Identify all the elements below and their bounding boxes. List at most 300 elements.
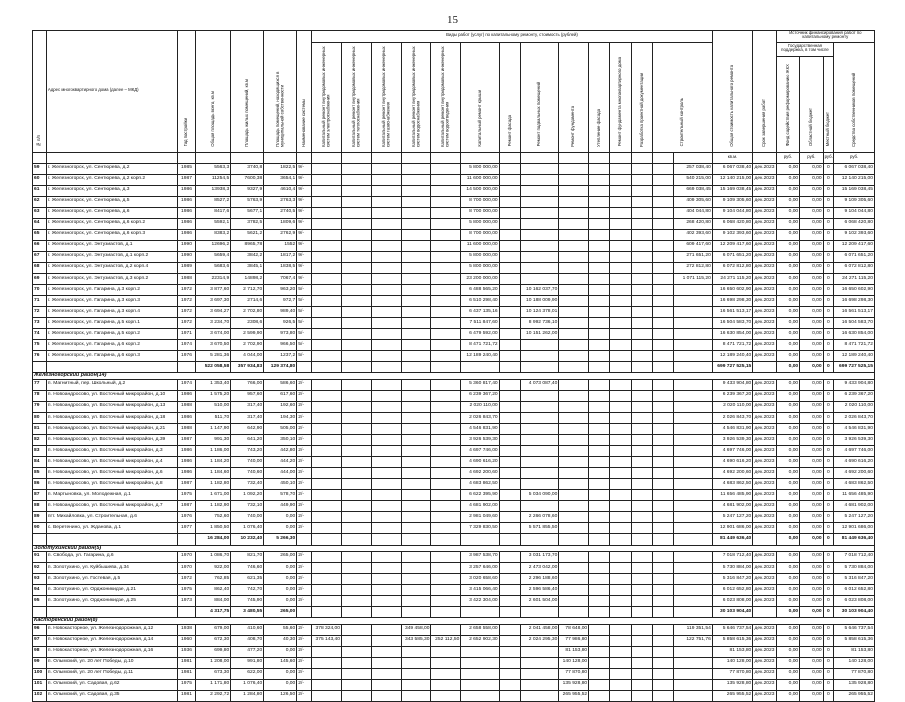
row-total-area: 672,30	[196, 635, 231, 646]
row-work-12	[631, 340, 652, 351]
row-work-8	[520, 218, 558, 229]
row-system: 2/-	[297, 646, 312, 657]
row-work-4	[401, 351, 431, 362]
row-source-2: 0,00	[800, 329, 823, 340]
row-source-4: 4 697 746,00	[834, 446, 875, 457]
row-work-1	[312, 446, 342, 457]
row-work-8	[520, 479, 558, 490]
row-work-7	[499, 624, 520, 635]
row-address: п. Мартыновка, ул. Молодежная, д.1	[46, 490, 177, 501]
row-work-2	[341, 501, 371, 512]
row-source-3: 0	[823, 596, 834, 607]
row-municipal-area: 1552	[264, 240, 297, 251]
row-total-cost: 6 023 808,00	[712, 596, 752, 607]
row-source-1: 0,00	[776, 624, 799, 635]
row-work-14	[674, 401, 712, 412]
row-work-1	[312, 185, 342, 196]
row-work-7	[499, 240, 520, 251]
row-work-14	[674, 523, 712, 534]
row-work-12	[631, 185, 652, 196]
row-work-10	[589, 635, 610, 646]
row-work-1	[312, 490, 342, 501]
row-work-8	[520, 229, 558, 240]
row-municipal-area: 450,10	[264, 479, 297, 490]
row-work-4	[401, 679, 431, 690]
row-year: 1973	[177, 596, 195, 607]
row-total-area: 13938,3	[196, 185, 231, 196]
header-deadline: Срок завершения работ	[761, 98, 767, 147]
table-row	[33, 690, 875, 701]
row-number: 87	[33, 490, 47, 501]
row-work-10	[589, 229, 610, 240]
row-total-cost: 5 858 615,36	[712, 635, 752, 646]
row-address: п. Новоандросово, ул. Восточный микрорайон, д.13	[46, 401, 177, 412]
row-work-4	[401, 251, 431, 262]
row-work-10	[589, 351, 610, 362]
row-living-area: 3782,5	[231, 218, 264, 229]
row-work-4: 349 458,00	[401, 624, 431, 635]
row-address: г. Железногорск, ул. Сентюрева, д.3	[46, 185, 177, 196]
row-number: 97	[33, 635, 47, 646]
row-work-9	[559, 240, 589, 251]
row-system: 9/-	[297, 174, 312, 185]
row-work-6: 5 360 817,40	[461, 379, 499, 390]
row-work-7	[499, 646, 520, 657]
row-deadline: дек.2023	[753, 574, 776, 585]
row-work-13	[653, 624, 674, 635]
row-source-1: 0,00	[776, 285, 799, 296]
row-work-14	[674, 412, 712, 423]
row-work-7	[499, 657, 520, 668]
row-work-9	[559, 163, 589, 174]
row-work-1	[312, 423, 342, 434]
subtotal-row	[33, 534, 875, 545]
row-system: 2/-	[297, 596, 312, 607]
row-living-area: 2 599,90	[231, 329, 264, 340]
subtotal-total-area: 16 284,00	[196, 534, 231, 545]
row-living-area: 740,00	[231, 457, 264, 468]
row-source-4: 12 209 417,60	[834, 240, 875, 251]
row-living-area: 5763,9	[231, 196, 264, 207]
row-work-5	[431, 523, 461, 534]
header-year: Год постройки	[183, 118, 189, 147]
row-work-10	[589, 562, 610, 573]
row-address: п. Новокасторное, ул. Железнодорожная, д.16	[46, 646, 177, 657]
table-row	[33, 240, 875, 251]
row-deadline: дек.2023	[753, 457, 776, 468]
row-work-5	[431, 551, 461, 562]
row-address: г. Железногорск, ул. Сентюрева, д.2	[46, 163, 177, 174]
row-work-11	[610, 218, 631, 229]
row-work-8: 5 571 855,50	[520, 523, 558, 534]
table-row	[33, 251, 875, 262]
row-work-14: 271 651,20	[674, 251, 712, 262]
row-work-8	[520, 457, 558, 468]
row-source-1: 0,00	[776, 551, 799, 562]
row-total-cost: 15 169 038,45	[712, 185, 752, 196]
row-work-10	[589, 240, 610, 251]
subtotal-work-12	[631, 534, 652, 545]
subtotal-work-5	[431, 534, 461, 545]
row-work-10	[589, 307, 610, 318]
row-work-3	[371, 446, 401, 457]
row-work-1	[312, 551, 342, 562]
row-municipal-area: 7067,4	[264, 273, 297, 284]
row-work-14	[674, 296, 712, 307]
row-source-3: 0	[823, 273, 834, 284]
row-work-9	[559, 262, 589, 273]
header-work-4: Капитальный ремонт внутридомовых инженерных систем водоснабжения	[410, 45, 421, 147]
row-system: 5/-	[297, 329, 312, 340]
row-work-14	[674, 501, 712, 512]
row-work-6: 5 800 000,00	[461, 251, 499, 262]
subtotal-deadline	[753, 607, 776, 618]
row-work-9	[559, 562, 589, 573]
row-source-4: 6 067 038,40	[834, 163, 875, 174]
row-work-10	[589, 163, 610, 174]
row-work-10	[589, 574, 610, 585]
row-address: п. Новоандросово, ул. Восточный микрорайон, д.4	[46, 457, 177, 468]
row-source-1: 0,00	[776, 163, 799, 174]
row-work-14	[674, 479, 712, 490]
row-work-13	[653, 401, 674, 412]
table-row	[33, 340, 875, 351]
row-total-cost: 6 012 652,80	[712, 585, 752, 596]
row-work-10	[589, 646, 610, 657]
row-work-14: 409 305,60	[674, 196, 712, 207]
row-total-area: 1 171,80	[196, 679, 231, 690]
row-work-12	[631, 229, 652, 240]
subtotal-source-1: 0,00	[776, 534, 799, 545]
row-work-5	[431, 329, 461, 340]
row-work-2	[341, 329, 371, 340]
row-work-10	[589, 390, 610, 401]
row-source-2: 0,00	[800, 562, 823, 573]
row-source-3: 0	[823, 479, 834, 490]
row-work-11	[610, 273, 631, 284]
row-work-12	[631, 174, 652, 185]
unit-rub-2: руб.	[800, 152, 823, 163]
row-source-2: 0,00	[800, 296, 823, 307]
row-address: п. Новоандросово, ул. Восточный микрорайон, д.18	[46, 412, 177, 423]
row-municipal-area: 1838,5	[264, 262, 297, 273]
row-work-12	[631, 490, 652, 501]
row-work-14	[674, 351, 712, 362]
row-work-7	[499, 423, 520, 434]
row-work-5	[431, 307, 461, 318]
row-source-1: 0,00	[776, 523, 799, 534]
row-work-7	[499, 307, 520, 318]
row-work-11	[610, 657, 631, 668]
row-work-11	[610, 285, 631, 296]
table-row	[33, 174, 875, 185]
row-work-5	[431, 174, 461, 185]
row-number: 61	[33, 185, 47, 196]
row-address: г. Железногорск, ул. Гагарина, д.3 корп.4	[46, 307, 177, 318]
table-row	[33, 390, 875, 401]
row-work-6: 8 700 000,00	[461, 229, 499, 240]
row-system: 9/-	[297, 262, 312, 273]
row-work-7	[499, 435, 520, 446]
row-work-4	[401, 512, 431, 523]
row-work-8: 10 162 037,70	[520, 285, 558, 296]
subtotal-work-5	[431, 362, 461, 373]
row-work-1	[312, 207, 342, 218]
subtotal-work-6	[461, 362, 499, 373]
row-work-11	[610, 401, 631, 412]
row-number: 100	[33, 668, 47, 679]
subtotal-n	[33, 534, 47, 545]
row-system: 2/-	[297, 657, 312, 668]
row-source-2: 0,00	[800, 262, 823, 273]
row-source-3: 0	[823, 296, 834, 307]
row-work-3	[371, 423, 401, 434]
row-work-7	[499, 596, 520, 607]
row-source-1: 0,00	[776, 412, 799, 423]
row-source-2: 0,00	[800, 340, 823, 351]
row-work-6: 2 020 110,00	[461, 401, 499, 412]
row-source-4: 5 316 847,20	[834, 574, 875, 585]
row-total-cost: 265 955,52	[712, 690, 752, 701]
row-work-14	[674, 423, 712, 434]
row-work-8: 2 473 042,00	[520, 562, 558, 573]
row-work-6: 23 200 000,00	[461, 273, 499, 284]
row-number: 68	[33, 262, 47, 273]
row-source-2: 0,00	[800, 635, 823, 646]
row-living-area: 3845,1	[231, 262, 264, 273]
row-work-13	[653, 501, 674, 512]
row-total-area: 5592,1	[196, 218, 231, 229]
row-system: 9/-	[297, 240, 312, 251]
row-work-6: 7 511 847,60	[461, 318, 499, 329]
subtotal-living-area: 10 232,40	[231, 534, 264, 545]
row-work-13	[653, 307, 674, 318]
row-total-area: 1 147,90	[196, 423, 231, 434]
row-work-11	[610, 585, 631, 596]
row-work-5	[431, 390, 461, 401]
row-living-area: 1 076,40	[231, 523, 264, 534]
row-year: 1989	[177, 262, 195, 273]
row-total-cost: 135 928,80	[712, 679, 752, 690]
row-work-1	[312, 318, 342, 329]
row-work-13	[653, 690, 674, 701]
row-total-cost: 11 656 485,90	[712, 490, 752, 501]
row-work-1	[312, 668, 342, 679]
row-work-12	[631, 379, 652, 390]
row-work-6: 5 800 000,00	[461, 163, 499, 174]
row-work-9: 81 153,80	[559, 646, 589, 657]
row-work-9	[559, 296, 589, 307]
row-work-7	[499, 446, 520, 457]
subtotal-source-2: 0,00	[800, 362, 823, 373]
row-work-2	[341, 196, 371, 207]
row-work-4	[401, 207, 431, 218]
row-work-3	[371, 318, 401, 329]
row-work-4	[401, 668, 431, 679]
row-work-2	[341, 307, 371, 318]
row-work-6: 3 987 538,70	[461, 551, 499, 562]
row-total-cost: 4 683 862,50	[712, 479, 752, 490]
row-work-2	[341, 390, 371, 401]
row-municipal-area: 126,50	[264, 690, 297, 701]
subtotal-source-1: 0,00	[776, 362, 799, 373]
row-total-area: 5683,6	[196, 262, 231, 273]
row-address: п. Новоандросово, ул. Восточный микрорайон, д.7	[46, 501, 177, 512]
row-address: г. Железногорск, ул. Гагарина, д.3 корп.3	[46, 296, 177, 307]
row-system: 2/-	[297, 468, 312, 479]
row-source-2: 0,00	[800, 512, 823, 523]
row-work-6: 5 800 000,00	[461, 218, 499, 229]
row-system: 2/-	[297, 574, 312, 585]
subtotal-work-6	[461, 607, 499, 618]
row-work-9	[559, 585, 589, 596]
row-work-1	[312, 174, 342, 185]
row-source-1: 0,00	[776, 423, 799, 434]
row-work-10	[589, 412, 610, 423]
row-source-1: 0,00	[776, 390, 799, 401]
row-year: 1985	[177, 163, 195, 174]
row-source-4: 4 681 902,00	[834, 501, 875, 512]
row-work-14	[674, 574, 712, 585]
row-living-area: 5621,2	[231, 229, 264, 240]
row-work-2	[341, 185, 371, 196]
row-total-area: 11254,5	[196, 174, 231, 185]
row-work-9	[559, 446, 589, 457]
row-work-14: 268 420,80	[674, 218, 712, 229]
row-total-area: 1 086,70	[196, 551, 231, 562]
row-work-7	[499, 174, 520, 185]
subtotal-source-4: 81 449 636,40	[834, 534, 875, 545]
row-source-3: 0	[823, 285, 834, 296]
row-number: 65	[33, 229, 47, 240]
row-source-2: 0,00	[800, 307, 823, 318]
row-living-area: 2 712,70	[231, 285, 264, 296]
section-title: Касторенский район(8)	[33, 618, 875, 624]
row-system: 2/-	[297, 668, 312, 679]
table-row	[33, 401, 875, 412]
header-source-3: Местный бюджет	[825, 112, 831, 147]
row-work-6: 6 239 367,20	[461, 390, 499, 401]
row-number: 70	[33, 285, 47, 296]
row-work-1	[312, 690, 342, 701]
subtotal-living-area: 3 480,55	[231, 607, 264, 618]
row-work-4	[401, 457, 431, 468]
subtotal-work-2	[341, 534, 371, 545]
row-work-11	[610, 457, 631, 468]
row-work-2	[341, 635, 371, 646]
row-work-5	[431, 273, 461, 284]
row-work-10	[589, 185, 610, 196]
row-work-5	[431, 596, 461, 607]
row-work-4	[401, 596, 431, 607]
row-work-5	[431, 251, 461, 262]
row-work-8	[520, 273, 558, 284]
row-source-4: 9 104 044,80	[834, 207, 875, 218]
row-year: 1976	[177, 351, 195, 362]
row-source-2: 0,00	[800, 646, 823, 657]
row-total-cost: 24 271 115,20	[712, 273, 752, 284]
row-source-4: 12 189 240,40	[834, 351, 875, 362]
row-living-area: 408,70	[231, 635, 264, 646]
row-total-area: 699,80	[196, 646, 231, 657]
subtotal-work-1	[312, 362, 342, 373]
row-year: 1986	[177, 196, 195, 207]
row-work-9	[559, 551, 589, 562]
row-living-area: 14898,2	[231, 273, 264, 284]
row-work-10	[589, 174, 610, 185]
row-total-area: 862,40	[196, 585, 231, 596]
row-living-area: 8965,78	[231, 240, 264, 251]
row-work-2	[341, 446, 371, 457]
row-work-5	[431, 218, 461, 229]
row-work-3	[371, 251, 401, 262]
row-work-5	[431, 262, 461, 273]
row-work-13	[653, 296, 674, 307]
row-source-2: 0,00	[800, 318, 823, 329]
subtotal-work-11	[610, 362, 631, 373]
repair-program-table	[32, 30, 875, 702]
row-source-1: 0,00	[776, 379, 799, 390]
row-work-12	[631, 296, 652, 307]
row-source-1: 0,00	[776, 574, 799, 585]
table-row	[33, 423, 875, 434]
row-work-12	[631, 318, 652, 329]
row-work-5	[431, 490, 461, 501]
subtotal-work-11	[610, 534, 631, 545]
row-work-1	[312, 401, 342, 412]
row-work-6: 3 020 658,60	[461, 574, 499, 585]
header-sources-group: Источник финансирования работ по капитальному ремонту	[789, 30, 862, 40]
row-source-2: 0,00	[800, 412, 823, 423]
subtotal-work-3	[371, 534, 401, 545]
row-work-2	[341, 479, 371, 490]
row-work-5	[431, 501, 461, 512]
row-work-2	[341, 435, 371, 446]
row-total-area: 5563,3	[196, 163, 231, 174]
row-system: 2/-	[297, 679, 312, 690]
row-work-14: 257 038,40	[674, 163, 712, 174]
row-source-2: 0,00	[800, 390, 823, 401]
row-work-14	[674, 657, 712, 668]
row-total-area: 1 182,90	[196, 501, 231, 512]
row-municipal-area: 586,60	[264, 379, 297, 390]
row-system: 5/-	[297, 296, 312, 307]
row-work-11	[610, 574, 631, 585]
row-work-14	[674, 596, 712, 607]
row-work-14	[674, 562, 712, 573]
row-work-4	[401, 285, 431, 296]
row-work-13	[653, 468, 674, 479]
row-work-5	[431, 479, 461, 490]
row-year: 1972	[177, 285, 195, 296]
row-system: 2/-	[297, 435, 312, 446]
row-source-2: 0,00	[800, 163, 823, 174]
row-year: 1938	[177, 624, 195, 635]
row-source-3: 0	[823, 512, 834, 523]
row-work-9	[559, 229, 589, 240]
row-work-9	[559, 251, 589, 262]
row-work-9	[559, 468, 589, 479]
row-work-2	[341, 240, 371, 251]
row-work-1	[312, 390, 342, 401]
row-work-2	[341, 490, 371, 501]
subtotal-deadline	[753, 534, 776, 545]
row-source-1: 0,00	[776, 468, 799, 479]
row-work-3	[371, 468, 401, 479]
row-total-cost: 4 681 902,00	[712, 501, 752, 512]
row-work-3	[371, 435, 401, 446]
row-municipal-area: 2762,9	[264, 229, 297, 240]
